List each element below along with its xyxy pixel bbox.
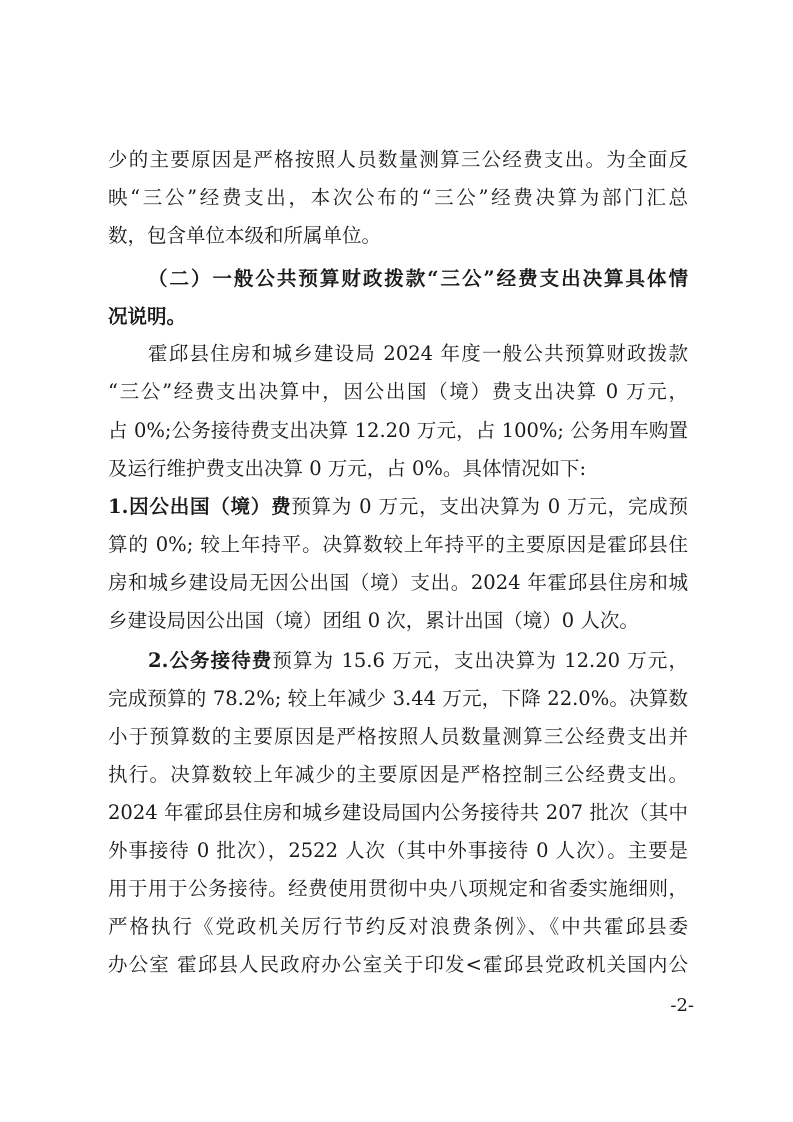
item2-line8: 严格执行《党政机关厉行节约反对浪费条例》、《中共霍邱县委 [108,915,688,938]
para2-line3: 占 0%;公务接待费支出决算 12.20 万元，占 100%; 公务用车购置 [108,419,688,442]
item2-line1-text: 预算为 15.6 万元，支出决算为 12.20 万元， [272,649,688,672]
item2-line3: 小于预算数的主要原因是严格按照人员数量测算三公经费支出并 [108,725,688,748]
item1-line1 [108,491,688,523]
item1-line3: 房和城乡建设局无因公出国（境）支出。2024 年霍邱县住房和城 [108,571,688,594]
item2-line9: 办公室 霍邱县人民政府办公室关于印发<霍邱县党政机关国内公 [108,953,688,976]
item2-line5: 2024 年霍邱县住房和城乡建设局国内公务接待共 207 批次（其中 [108,801,688,824]
item2-line1 [148,645,688,677]
section-heading-line2: 况说明。 [108,305,187,328]
item1-line4: 乡建设局因公出国（境）团组 0 次，累计出国（境）0 人次。 [108,609,639,632]
item2-line7: 用于用于公务接待。经费使用贯彻中央八项规定和省委实施细则， [108,877,688,900]
item1-line1-text: 预算为 0 万元，支出决算为 0 万元，完成预 [291,495,689,518]
para1-line2: 映“三公”经费支出，本次公布的“三公”经费决算为部门汇总 [108,186,688,209]
item1-title: 1.因公出国（境）费 [108,495,292,518]
item2-line2: 完成预算的 78.2%; 较上年减少 3.44 万元，下降 22.0%。决算数 [108,687,688,710]
page-number: -2- [670,995,694,1016]
section-heading-line1: （二）一般公共预算财政拨款“三公”经费支出决算具体情 [148,267,688,290]
item2-line4: 执行。决算数较上年减少的主要原因是严格控制三公经费支出。 [108,763,688,786]
item1-line2: 算的 0%; 较上年持平。决算数较上年持平的主要原因是霍邱县住 [108,533,688,556]
item2-title: 2.公务接待费 [148,649,273,672]
para2-line1: 霍邱县住房和城乡建设局 2024 年度一般公共预算财政拨款 [148,342,688,365]
item2-line6: 外事接待 0 批次），2522 人次（其中外事接待 0 人次）。主要是 [108,839,688,862]
para2-line4: 及运行维护费支出决算 0 万元，占 0%。具体情况如下: [108,457,587,480]
para2-line2: “三公”经费支出决算中，因公出国（境）费支出决算 0 万元， [108,380,688,403]
para1-line3: 数，包含单位本级和所属单位。 [108,224,382,247]
para1-line1: 少的主要原因是严格按照人员数量测算三公经费支出。为全面反 [108,148,688,171]
